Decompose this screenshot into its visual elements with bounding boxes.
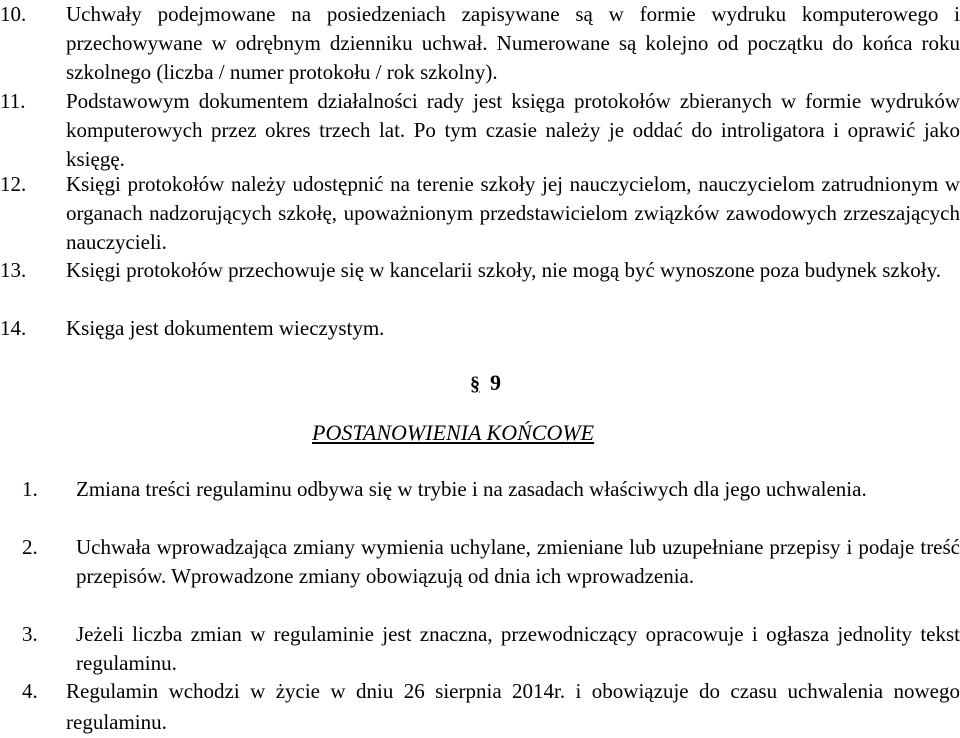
item-text: Księgi protokołów przechowuje się w kancelarii szkoły, nie mogą być wynoszone poza budynek szkoły. (66, 258, 941, 282)
list-item (0, 0, 960, 87)
item-number: 12. (0, 172, 27, 196)
item-number: 1. (22, 477, 38, 501)
list-item (0, 475, 960, 504)
list-item (0, 87, 960, 174)
item-text: Uchwały podejmowane na posiedzeniach zapisywane są w formie wydruku komputerowego i przechowywane w odrębnym dzienniku uchwał. Numerowane są kolejno od początku do końca roku szkolnego (liczba / numer protokołu / rok szkolny). (66, 2, 960, 84)
item-text: Księgi protokołów należy udostępnić na terenie szkoły jej nauczycielom, nauczycielom zatrudnionym w organach nadzorujących szkołę, upoważnionym przedstawicielom związków zawodowych zrzeszających nauczycieli. (66, 172, 960, 254)
item-text: Regulamin wchodzi w życie w dniu 26 sierpnia 2014r. i obowiązuje do czasu uchwalenia nowego regulaminu. (66, 679, 960, 734)
item-text: Jeżeli liczba zmian w regulaminie jest znaczna, przewodniczący opracowuje i ogłasza jednolity tekst regulaminu. (76, 622, 960, 675)
item-number: 4. (22, 679, 38, 703)
list-item (0, 533, 960, 591)
item-text: Zmiana treści regulaminu odbywa się w trybie i na zasadach właściwych dla jego uchwalenia. (76, 477, 867, 501)
list-item (0, 620, 960, 678)
item-number: 11. (0, 89, 26, 113)
section-number: 9 (490, 370, 501, 395)
item-text: Uchwała wprowadzająca zmiany wymienia uchylane, zmieniane lub uzupełniane przepisy i podaje treść przepisów. Wprowadzone zmiany obowiązują od dnia ich wprowadzenia. (76, 535, 960, 588)
section-sign: § (470, 373, 480, 395)
item-number: 13. (0, 258, 27, 282)
list-item (0, 314, 960, 343)
list-item (0, 170, 960, 257)
item-number: 2. (22, 535, 38, 559)
section-title: POSTANOWIENIA KOŃCOWE (312, 420, 595, 445)
item-text: Podstawowym dokumentem działalności rady jest księga protokołów zbieranych w formie wydruków komputerowych przez okres trzech lat. Po tym czasie należy je oddać do introligatora i oprawić jako księgę. (66, 89, 960, 171)
section-heading (470, 370, 501, 396)
item-number: 3. (22, 622, 38, 646)
item-number: 10. (0, 2, 27, 26)
item-number: 14. (0, 316, 27, 340)
list-item (0, 256, 960, 285)
item-text: Księga jest dokumentem wieczystym. (66, 316, 385, 340)
list-item (0, 676, 960, 738)
